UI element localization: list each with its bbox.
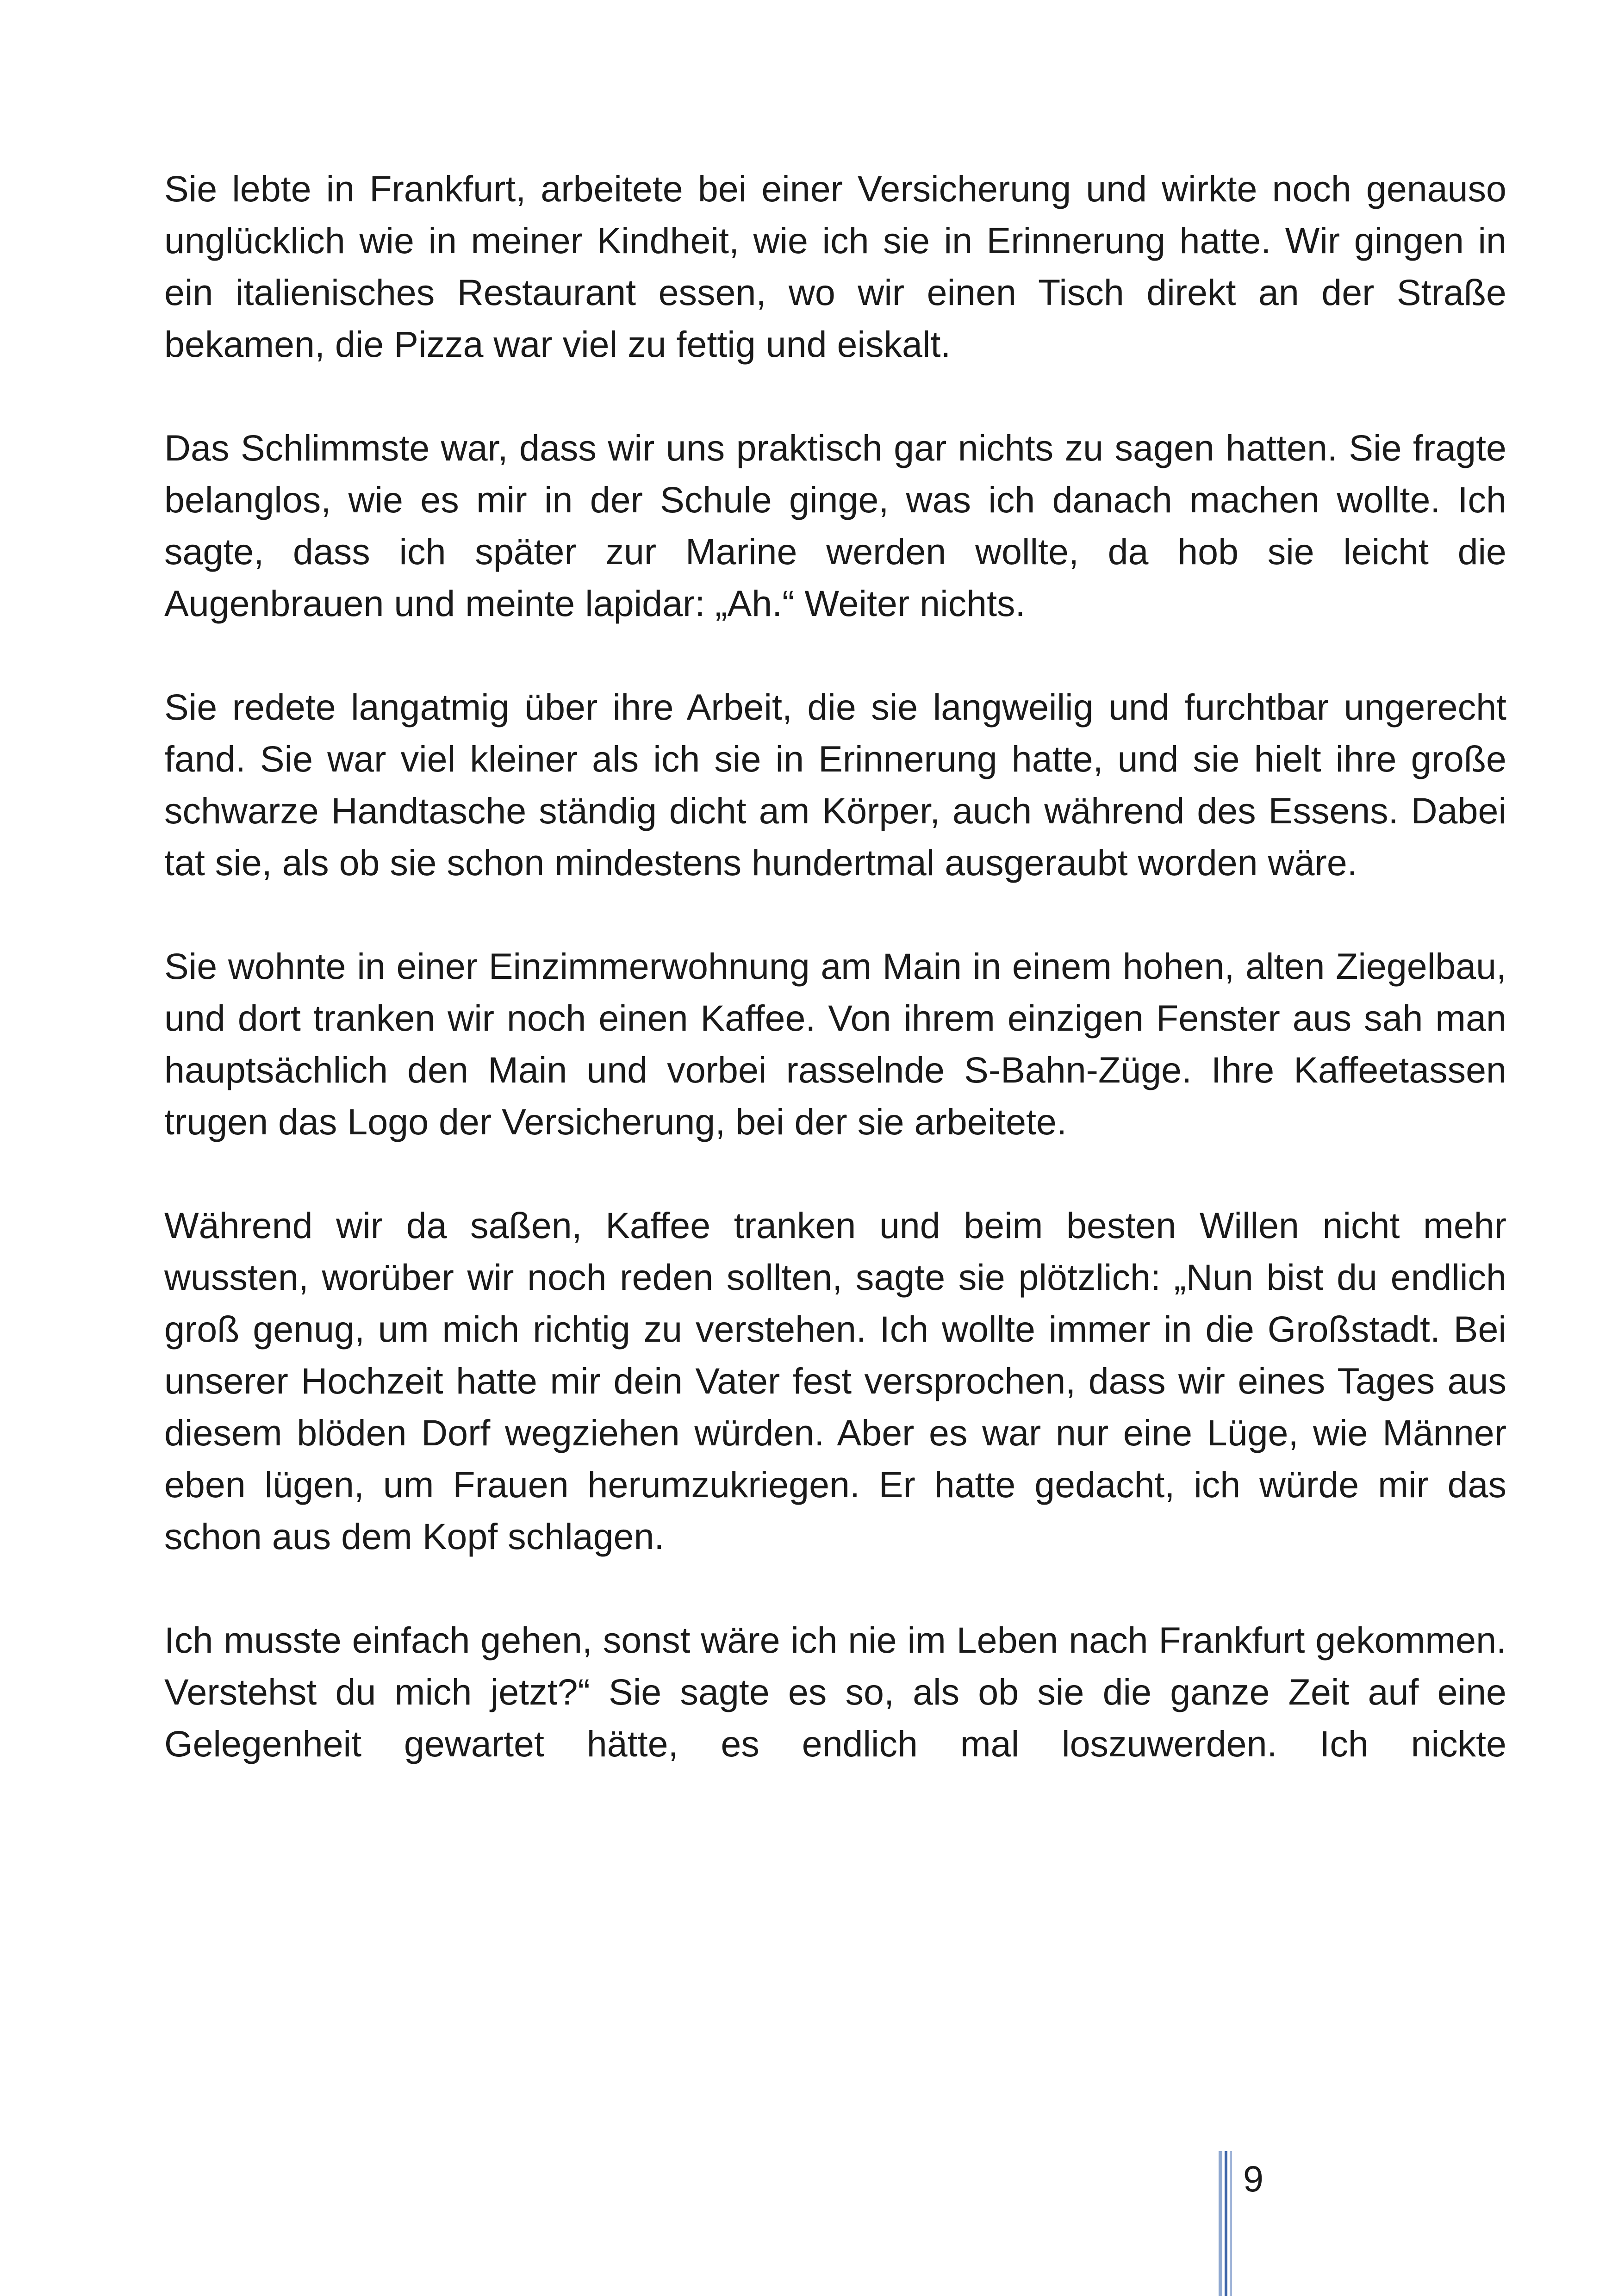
- paragraph-6: Ich musste einfach gehen, sonst wäre ich nie im Leben nach Frankfurt gekommen. Verstehst du mich jetzt?“ Sie sagte es so, als ob sie die ganze Zeit auf eine Gelegenheit gewartet hätte, es endlich mal loszuwerden. Ich nickte: [164, 1619, 1506, 1764]
- paragraph-1: Sie lebte in Frankfurt, arbeitete bei einer Versicherung und wirkte noch genauso unglücklich wie in meiner Kindheit, wie ich sie in Erinnerung hatte. Wir gingen in ein italienisches Restaurant essen, wo wir einen Tisch direkt an der Straße bekamen, die Pizza war viel zu fettig und eiskalt.: [164, 168, 1506, 365]
- paragraph-5: Während wir da saßen, Kaffee tranken und beim besten Willen nicht mehr wussten, worüber wir noch reden sollten, sagte sie plötzlich: „Nun bist du endlich groß genug, um mich richtig zu verstehen. Ich wollte immer in die Großstadt. Bei unserer Hochzeit hatte mir dein Vater fest versprochen, dass wir eines Tages aus diesem blöden Dorf wegziehen würden. Aber es war nur eine Lüge, wie Männer eben lügen, um Frauen herumzukriegen. Er hatte gedacht, ich würde mir das schon aus dem Kopf schlagen.: [164, 1205, 1506, 1557]
- paragraph-3: Sie redete langatmig über ihre Arbeit, die sie langweilig und furchtbar ungerecht fand. Sie war viel kleiner als ich sie in Erinnerung hatte, und sie hielt ihre große schwarze Handtasche ständig dicht am Körper, auch während des Essens. Dabei tat sie, als ob sie schon mindestens hundertmal ausgeraubt worden wäre.: [164, 686, 1506, 883]
- rule-line-1: [1219, 2151, 1222, 2296]
- paragraph-4: Sie wohnte in einer Einzimmerwohnung am Main in einem hohen, alten Ziegelbau, und dort tranken wir noch einen Kaffee. Von ihrem einzigen Fenster aus sah man hauptsächlich den Main und vorbei rasselnde S-Bahn-Züge. Ihre Kaffeetassen trugen das Logo der Versicherung, bei der sie arbeitete.: [164, 946, 1506, 1142]
- rule-line-3: [1230, 2151, 1232, 2296]
- page-body: [164, 163, 1506, 1770]
- page-number: 9: [1243, 2158, 1263, 2199]
- page-number-rule: [1219, 2151, 1232, 2296]
- paragraph-2: Das Schlimmste war, dass wir uns praktisch gar nichts zu sagen hatten. Sie fragte belanglos, wie es mir in der Schule ginge, was ich danach machen wollte. Ich sagte, dass ich später zur Marine werden wollte, da hob sie leicht die Augenbrauen und meinte lapidar: „Ah.“ Weiter nichts.: [164, 427, 1506, 624]
- rule-line-2: [1225, 2151, 1227, 2296]
